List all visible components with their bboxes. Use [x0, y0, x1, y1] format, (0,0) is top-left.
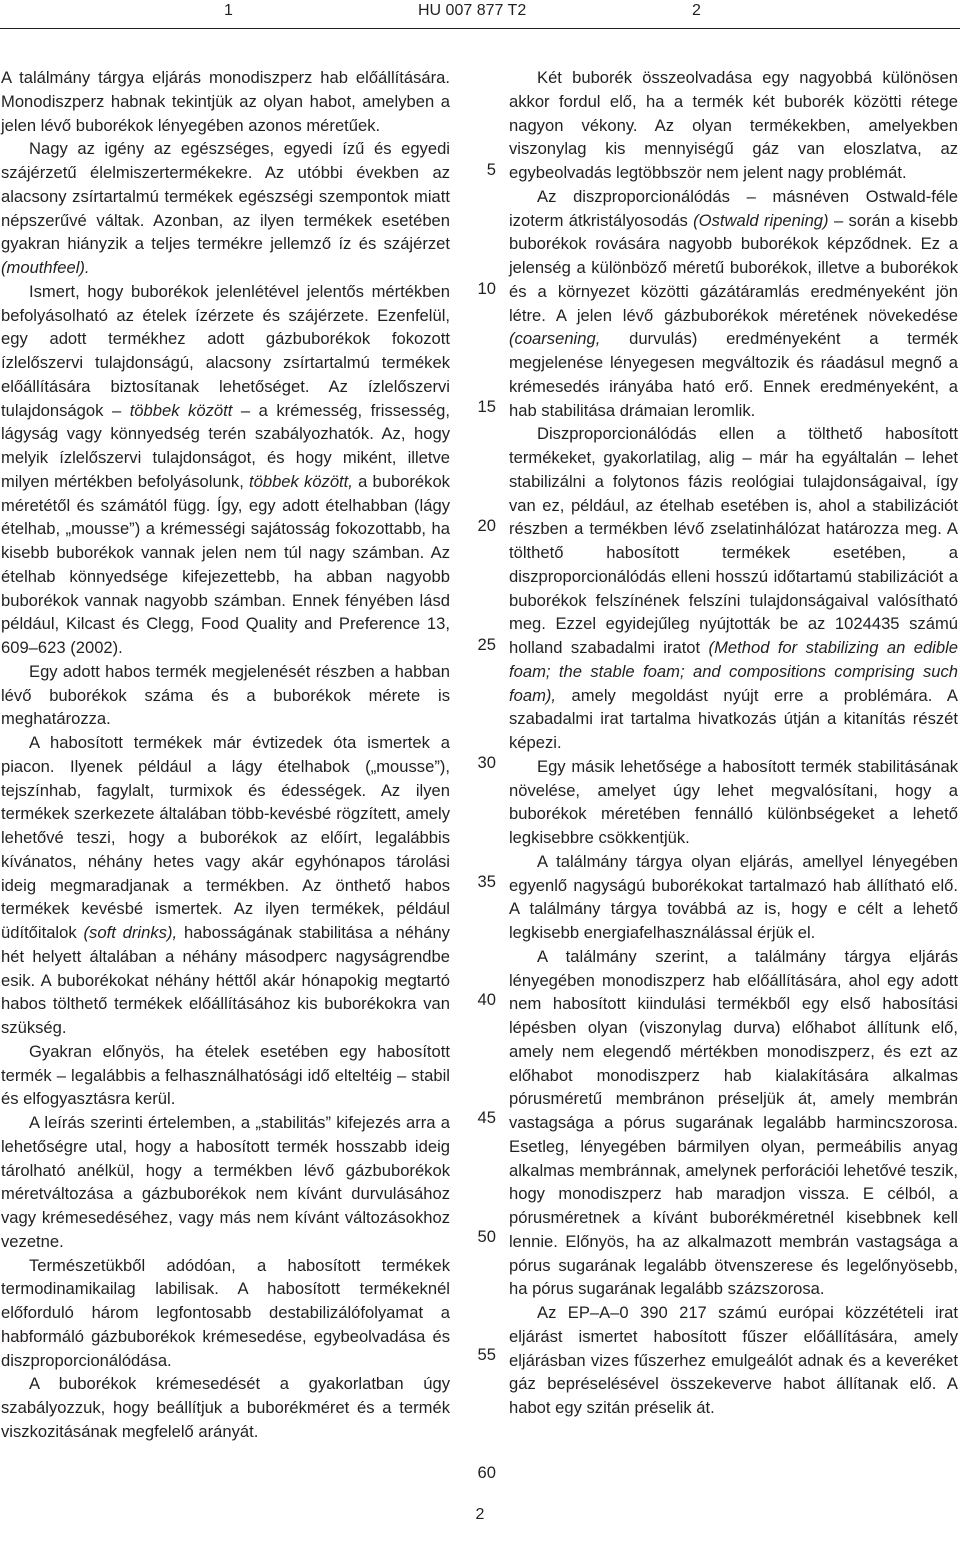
line-number: 20	[477, 516, 496, 535]
line-number: 45	[477, 1108, 496, 1127]
page-footer-number: 2	[475, 1506, 485, 1523]
paragraph: Gyakran előnyös, ha ételek esetében egy habosított termék – legalábbis a felhasználhatósági idő elteltéig – stabil és elfogyasztásra kerül.	[1, 1041, 450, 1109]
left-page-number: 1	[224, 2, 233, 19]
paragraph: A buborékok krémesedését a gyakorlatban úgy szabályozzuk, hogy beállítjuk a buborékméret és a termék viszkozitásának megfelelő arányát.	[1, 1374, 450, 1441]
line-number: 25	[477, 635, 496, 654]
line-number: 55	[477, 1345, 496, 1364]
line-number: 60	[477, 1463, 496, 1482]
line-number: 5	[486, 160, 496, 179]
header-rule	[0, 28, 960, 29]
paragraph: Természetükből adódóan, a habosított termékek termodinamikailag labilisak. A habosított termékeknél előforduló három legfontosabb destabilizálófolyamat a habformáló gázbuborékok krémesedése, egybeolvadása és diszproporcionálódása.	[1, 1255, 450, 1370]
page-header	[0, 2, 960, 26]
paragraph: A találmány tárgya eljárás monodiszperz hab előállítására. Monodiszperz habnak tekintjük az olyan habot, amelyben a jelen lévő buborékok lényegében azonos méretűek.	[1, 68, 450, 135]
line-number: 15	[477, 397, 496, 416]
line-number: 30	[477, 753, 496, 772]
left-text-column	[1, 66, 450, 1444]
document-number: HU 007 877 T2	[418, 2, 527, 19]
paragraph: Diszproporcionálódás ellen a tölthető habosított termékeket, gyakorlatilag, alig – már ha egyáltalán – lehet stabilizálni a folytonos fázis reológiai tulajdonságaival, így van ez, például, az ételhab esetében is, ahol a stabilizációt részben a termékben lévő zselatinhálózat határozza meg. A tölthető habosított termékek esetében, a diszproporcionálódás elleni hosszú időtartamú stabilizációt a buborékok felszínének felszíni tulajdonságaival valósítható meg. Ezzel egyidejűleg nyújtották be az 1024435 számú holland szabadalmi iratot (Method for stabilizing an edible foam; the stable foam; and compositions comprising such foam), amely megoldást nyújt erre a problémára. A szabadalmi irat tartalma hivatkozás útján a kitanítás részét képezi.	[509, 424, 958, 752]
paragraph: A találmány tárgya olyan eljárás, amellyel lényegében egyenlő nagyságú buborékokat tartalmazó hab állítható elő. A találmány tárgya továbbá az is, hogy e célt a lehető legkisebb energiafelhasználással érjük el.	[509, 851, 958, 942]
paragraph: Egy adott habos termék megjelenését részben a habban lévő buborékok száma és a buborékok mérete is meghatározza.	[1, 661, 450, 729]
paragraph: Nagy az igény az egészséges, egyedi ízű és egyedi szájérzetű élelmiszertermékekre. Az utóbbi években az alacsony zsírtartalmú termékek egészségi szempontok miatt népszerűvé váltak. Azonban, az ilyen termékek esetében gyakran hiányzik a teljes termékre jellemző íz és szájérzet (mouthfeel).	[1, 139, 450, 277]
paragraph: A találmány szerint, a találmány tárgya eljárás lényegében monodiszperz hab előállítására, ahol egy adott nem habosított kiindulási termékből egy első habosítási lépésben olyan (viszonylag durva) előhabot állítunk elő, amely nem elegendő mértékben monodiszperz, és ezt az előhabot monodiszperz hab kialakítására alkalmas pórusméretű membránon préseljük át, amely membrán vastagsága a pórus sugarának legalább harmincszorosa. Esetleg, lényegében bármilyen olyan, permeábilis anyag alkalmas membránnak, amelynek perforációi lehetővé teszik, hogy monodiszperz hab maradjon vissza. E célból, a pórusméretnek a kívánt buborékméretnél kisebbnek kell lennie. Előnyös, ha az alkalmazott membrán vastagsága a pórus sugarának legalább ötvenszerese és legelőnyösebb, ha pórus sugarának legalább százszorosa.	[509, 946, 958, 1299]
paragraph: Az EP–A–0 390 217 számú európai közzétételi irat eljárást ismertet habosított fűszer előállítására, amely eljárásban vizes fűszerhez emulgeálót adnak és a keveréket gáz bepréselésével összekeverve habot állítanak elő. A habot egy szitán préselik át.	[509, 1303, 958, 1417]
right-page-number: 2	[692, 2, 701, 19]
line-number: 35	[477, 872, 496, 891]
paragraph: Az diszproporcionálódás – másnéven Ostwald-féle izoterm átkristályosodás (Ostwald ripening) – során a kisebb buborékok rovására nagyobb buborékok képződnek. Ez a jelenség a különböző méretű buborékok, illetve a buborékok és a környezet közötti gázátáramlás eredményeként jön létre. A jelen lévő gázbuborékok méretének növekedése (coarsening, durvulás) eredményeként a termék megjelenése lényegesen megváltozik és ráadásul megnő a krémesedés irányába ható erő. Ennek eredményeként, a hab stabilitása drámaian leromlik.	[509, 186, 958, 420]
paragraph: Ismert, hogy buborékok jelenlétével jelentős mértékben befolyásolható az ételek ízérzete és szájérzete. Ezenfelül, egy adott termékhez adott gázbuborékok fokozott ízlelőszervi tulajdonságú, alacsony zsírtartalmú termékek előállítására biztosítanak lehetőséget. Az ízlelőszervi tulajdonságok – többek között – a krémesség, frissesség, lágyság vagy könnyedség terén szabályozhatók. Az, hogy melyik ízlelőszervi tulajdonságot, és hogy miként, illetve milyen mértékben befolyásolunk, többek között, a buborékok méretétől és számától függ. Így, egy adott ételhabban (lágy ételhab, „mousse”) a krémességi sajátosság fokozottabb, ha kisebb buborékok vannak jelen nem túl nagy számban. Az ételhab könnyedsége kifejezettebb, ha abban nagyobb buborékok vannak nagyobb számban. Ennek fényében lásd például, Kilcast és Clegg, Food Quality and Preference 13, 609–623 (2002).	[1, 281, 450, 657]
line-number: 40	[477, 990, 496, 1009]
paragraph: Egy másik lehetősége a habosított termék stabilitásának növelése, amelyet úgy lehet megvalósítani, hogy a buborékok méretében fennálló különbségeket a lehető legkisebbre csökkentjük.	[509, 756, 958, 847]
line-number: 50	[477, 1227, 496, 1246]
paragraph: A leírás szerinti értelemben, a „stabilitás” kifejezés arra a lehetőségre utal, hogy a habosított termék hosszabb ideig tárolható anélkül, hogy a termékben lévő gázbuborékok méretváltozása a gázbuborékok nem kívánt durvulásához vagy krémesedéséhez, vagy más nem kívánt változásokhoz vezetne.	[1, 1113, 450, 1251]
paragraph: A habosított termékek már évtizedek óta ismertek a piacon. Ilyenek például a lágy ételhabok („mousse”), tejszínhab, fagylalt, turmixok és édességek. Az ilyen termékek szerkezete általában több-kevésbé rögzített, amely lehetővé teszi, hogy a buborékok az előírt, legalábbis kívánatos, néhány hetes vagy akár egyhónapos tárolási ideig megmaradjanak a termékben. Az önthető habos termékek kevésbé ismertek. Az ilyen termékek, például üdítőitalok (soft drinks), habosságának stabilitása a néhány hét helyett általában a néhány másodperc nagyságrendbe esik. A buborékokat néhány héttől akár hónapokig megtartó habos tölthető termékek előállításához kis buborékokra van szükség.	[1, 733, 450, 1037]
paragraph: Két buborék összeolvadása egy nagyobbá különösen akkor fordul elő, ha a termék két buborék közötti rétege nagyon vékony. Az olyan termékekben, amelyekben viszonylag kis mennyiségű gáz van eloszlatva, az egybeolvadás legtöbbször nem jelent nagy problémát.	[509, 68, 958, 182]
right-text-column	[509, 66, 958, 1420]
line-number: 10	[477, 279, 496, 298]
